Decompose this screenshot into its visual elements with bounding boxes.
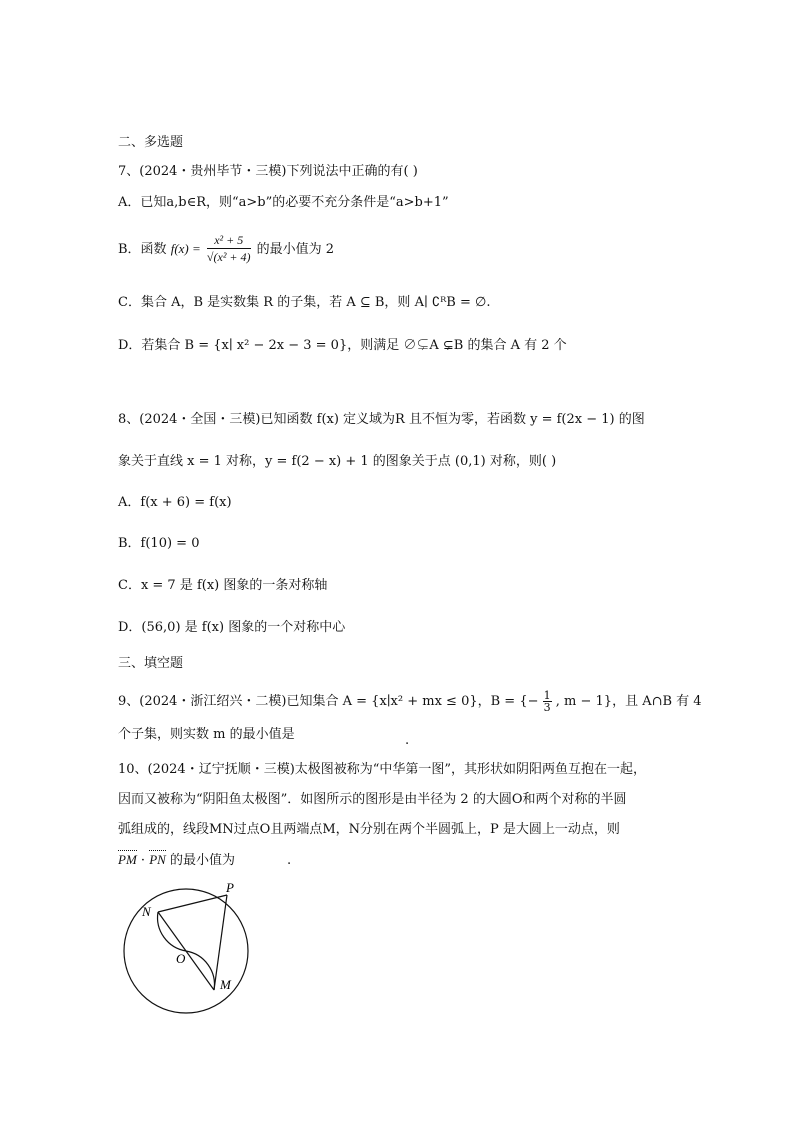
dot-operator: · [140, 853, 146, 868]
q7-option-a: A．已知a,b∈R，则“a>b”的必要不充分条件是“a>b+1” [118, 195, 449, 210]
section-title-multiple-choice: 二、多选题 [118, 135, 184, 150]
segment-mn [158, 912, 214, 990]
q9-stem-prefix: 9、(2024・浙江绍兴・二模)已知集合 A = {x∣x² + mx ≤ 0}，B = {− [118, 694, 539, 709]
label-o: O [176, 951, 186, 966]
q7-option-b-func: f(x) = [170, 241, 201, 256]
label-m: M [220, 977, 231, 992]
q8-option-c: C．x = 7 是 f(x) 图象的一条对称轴 [118, 578, 328, 593]
q10-end-dot: . [287, 853, 292, 868]
q7-option-d: D．若集合 B = {x∣ x² − 2x − 3 = 0}，则满足 ∅⊊A ⊊B 的集合 A 有 2 个 [118, 338, 567, 353]
label-p: P [226, 880, 234, 895]
q9-stem-suffix: , m − 1}，且 A∩B 有 4 [555, 694, 702, 709]
q7-stem: 7、(2024・贵州毕节・三模)下列说法中正确的有( ) [118, 164, 418, 179]
q7-option-b-prefix: B．函数 [118, 242, 167, 257]
q7-option-b [118, 233, 334, 266]
q9-fraction-numerator: 1 [543, 689, 551, 702]
q7-option-b-fraction [207, 233, 251, 266]
q10-stem-suffix: 的最小值为 [169, 853, 235, 868]
q8-option-a: A．f(x + 6) = f(x) [118, 495, 232, 510]
vector-pn: PN [149, 852, 166, 867]
segment-pm [214, 895, 227, 990]
q9-fraction-denominator: 3 [543, 701, 551, 714]
segment-pn [158, 895, 227, 912]
label-n: N [142, 904, 151, 919]
vector-pm: PM [118, 852, 137, 867]
taiji-figure [110, 876, 260, 1026]
q8-option-b: B．f(10) = 0 [118, 536, 200, 551]
q8-option-d: D．(56,0) 是 f(x) 图象的一个对称中心 [118, 620, 346, 635]
q7-option-b-suffix: 的最小值为 2 [256, 242, 335, 257]
q9-stem-line1 [118, 690, 702, 713]
q8-stem-line2: 象关于直线 x = 1 对称，y = f(2 − x) + 1 的图象关于点 (0,1) 对称，则( ) [118, 454, 557, 469]
q7-option-b-denominator: √(x² + 4) [206, 250, 251, 264]
q9-end-dot: . [405, 733, 410, 748]
q10-stem-line1: 10、(2024・辽宁抚顺・三模)太极图被称为“中华第一图”，其形状如阴阳两鱼互抱在一起， [118, 762, 647, 777]
q10-stem-line3: 弧组成的，线段MN过点O且两端点M，N分别在两个半圆弧上，P 是大圆上一动点，则 [118, 822, 620, 837]
q10-stem-line2: 因而又被称为“阴阳鱼太极图”．如图所示的图形是由半径为 2 的大圆O和两个对称的半圆 [118, 792, 627, 807]
q10-stem-line4 [118, 851, 235, 870]
section-title-fill-in: 三、填空题 [118, 656, 184, 671]
q9-stem-line2: 个子集，则实数 m 的最小值是 [118, 727, 295, 742]
q7-option-b-numerator: x² + 5 [207, 233, 251, 249]
q9-fraction [543, 690, 552, 713]
q8-stem-line1: 8、(2024・全国・三模)已知函数 f(x) 定义域为R 且不恒为零，若函数 y = f(2x − 1) 的图 [118, 412, 645, 427]
q7-option-c: C．集合 A，B 是实数集 R 的子集，若 A ⊆ B，则 A∣ ∁ᴿB = ∅. [118, 295, 491, 310]
